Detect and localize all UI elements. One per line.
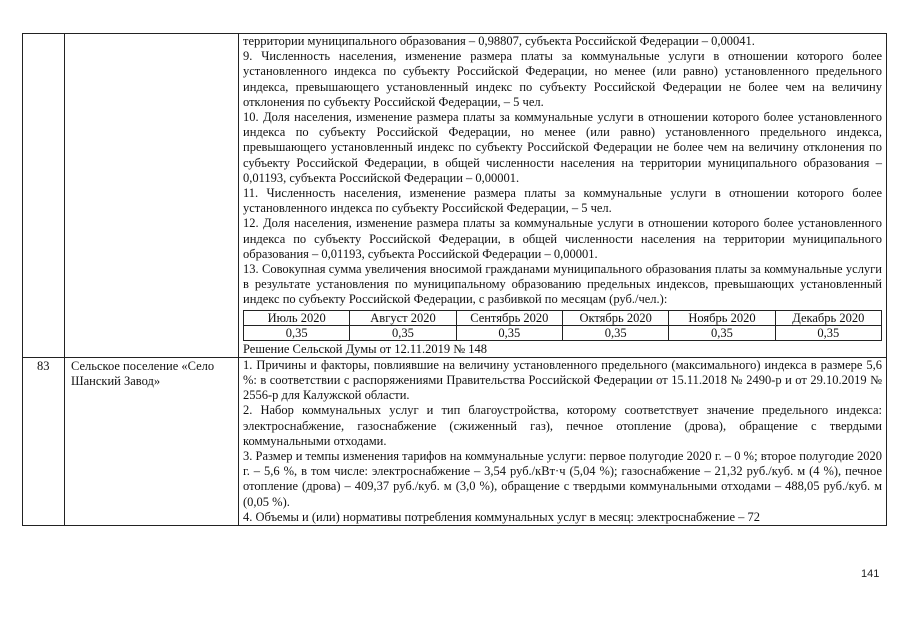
month-value: 0,35 [244,325,350,340]
decision-text: Решение Сельской Думы от 12.11.2019 № 148 [243,341,488,356]
month-header: Ноябрь 2020 [669,310,775,325]
row-number-cell: 83 [23,358,65,525]
month-value: 0,35 [775,325,881,340]
paragraph: 2. Набор коммунальных услуг и тип благоустройства, которому соответствует значение предельного индекса: электроснабжение, газоснабжение (сжиженный газ), печное отопление (дрова), обращение с твердыми коммунальными отходами. [243,403,882,448]
table-row [23,34,886,357]
paragraph: 12. Доля населения, изменение размера платы за коммунальные услуги в отношении которого более установленного индекса по субъекту Российской Федерации, в общей численности населения на территории муниципального образования – 0,01193, субъекта Российской Федерации – 0,00001. [243,216,882,261]
month-value-row [244,325,882,340]
paragraph: 3. Размер и темпы изменения тарифов на коммунальные услуги: первое полугодие 2020 г. – 0 %; второе полугодие 2020 г. – 5,6 %, в том числе: электроснабжение – 3,54 руб./кВт·ч (5,04 %); газоснабжение – 21,32 руб./куб. м (4 %), печное отопление (дрова) – 409,37 руб./куб. м (3,0 %), обращение с твердыми коммунальными отходами – 488,05 руб./куб. м (0,05 %). [243,449,882,509]
details-cell [239,34,886,357]
month-value: 0,35 [669,325,775,340]
month-header: Октябрь 2020 [562,310,668,325]
paragraph: 11. Численность населения, изменение размера платы за коммунальные услуги в отношении которого более установленного индекса по субъекту Российской Федерации, – 5 чел. [243,186,882,216]
row-number-cell [23,34,65,357]
month-header: Август 2020 [350,310,456,325]
table-row [23,357,886,525]
paragraph: 10. Доля населения, изменение размера платы за коммунальные услуги в отношении которого более установленного индекса по субъекту Российской Федерации, но менее (или равно) установленного предельного индекса, превышающего установленный индекс по субъекту Российской Федерации не более чем на величину отклонения по субъекту Российской Федерации, в общей численности населения на территории муниципального образования – 0,01193, субъекта Российской Федерации – 0,00001. [243,110,882,185]
month-header: Июль 2020 [244,310,350,325]
paragraph: территории муниципального образования – 0,98807, субъекта Российской Федерации – 0,00041. [243,34,755,48]
paragraph: 9. Численность населения, изменение размера платы за коммунальные услуги в отношении которого более установленного индекса по субъекту Российской Федерации, но менее (или равно) установленного предельного индекса, превышающего установленный индекс по субъекту Российской Федерации не более чем на величину отклонения по субъекту Российской Федерации, – 5 чел. [243,49,882,109]
month-value: 0,35 [562,325,668,340]
municipality-cell [65,34,239,357]
document-table [22,33,887,526]
paragraph: 1. Причины и факторы, повлиявшие на величину установленного предельного (максимального) индекса в размере 5,6 %: в соответствии с распоряжениями Правительства Российской Федерации от 15.11.2018 № 2490-р и от 29.10.2019 № 2556-р для Калужской области. [243,357,882,403]
details-cell [239,358,886,525]
municipality-cell: Сельское поселение «Село Шанский Завод» [65,358,239,525]
month-header-row [244,310,882,325]
paragraph: 13. Совокупная сумма увеличения вносимой гражданами муниципального образования платы за коммунальные услуги в результате установления по муниципальному образованию предельных индексов, превышающих установленный индекс по субъекту Российской Федерации, с разбивкой по месяцам (руб./чел.): [243,262,882,307]
month-header: Декабрь 2020 [775,310,881,325]
month-header: Сентябрь 2020 [456,310,562,325]
page-number: 141 [861,568,880,580]
month-value: 0,35 [350,325,456,340]
month-value: 0,35 [456,325,562,340]
monthly-sum-table [243,310,882,341]
paragraph: 4. Объемы и (или) нормативы потребления коммунальных услуг в месяц: электроснабжение – 72 [243,509,761,524]
